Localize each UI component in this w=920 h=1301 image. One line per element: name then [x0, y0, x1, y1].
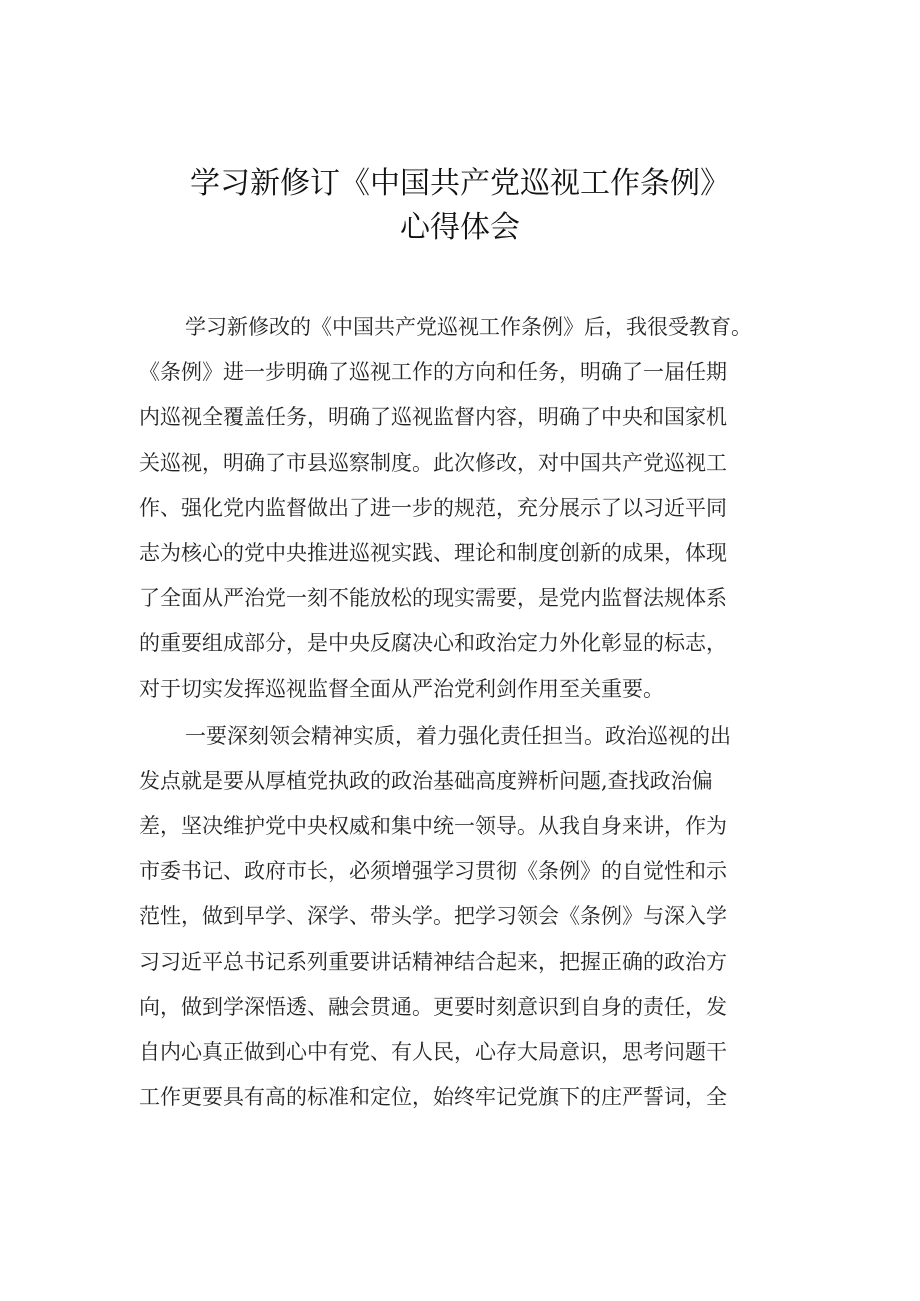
document-body	[139, 305, 789, 1120]
paragraph-line: 作、强化党内监督做出了进一步的规范，充分展示了以习近平同	[139, 495, 727, 520]
paragraph-line: 学习新修改的《中国共产党巡视工作条例》后，我很受教育。	[185, 315, 752, 339]
paragraph-line: 差，坚决维护党中央权威和集中统一领导。从我自身来讲，作为	[139, 814, 727, 839]
paragraph-line: 习习近平总书记系列重要讲话精神结合起来，把握正确的政治方	[139, 949, 727, 974]
paragraph-line: 志为核心的党中央推进巡视实践、理论和制度创新的成果，体现	[139, 540, 727, 565]
paragraph-line: 自内心真正做到心中有党、有人民，心存大局意识，思考问题干	[139, 1040, 727, 1064]
paragraph-line: 范性，做到早学、深学、带头学。把学习领会《条例》与深入学	[139, 904, 727, 929]
paragraph-line: 了全面从严治党一刻不能放松的现实需要，是党内监督法规体系	[139, 586, 727, 611]
paragraph-line: 向，做到学深悟透、融会贯通。更要时刻意识到自身的责任，发	[139, 994, 727, 1019]
title-line-1: 学习新修订《中国共产党巡视工作条例》	[190, 166, 730, 201]
title-line-2: 心得体会	[400, 210, 520, 245]
paragraph-line: 对于切实发挥巡视监督全面从严治党利剑作用至关重要。	[139, 676, 664, 701]
paragraph-2	[139, 714, 789, 1121]
paragraph-line: 内巡视全覆盖任务，明确了巡视监督内容，明确了中央和国家机	[139, 405, 727, 430]
paragraph-line: 关巡视，明确了市县巡察制度。此次修改，对中国共产党巡视工	[139, 450, 727, 475]
paragraph-line: 发点就是要从厚植党执政的政治基础高度辨析问题,查找政治偏	[139, 768, 713, 793]
paragraph-line: 《条例》进一步明确了巡视工作的方向和任务，明确了一届任期	[139, 360, 727, 385]
paragraph-line: 工作更要具有高的标准和定位，始终牢记党旗下的庄严誓词，全	[139, 1085, 727, 1110]
paragraph-1	[139, 305, 789, 712]
document-title	[0, 162, 920, 250]
paragraph-line: 一要深刻领会精神实质，着力强化责任担当。政治巡视的出	[185, 723, 731, 748]
paragraph-line: 市委书记、政府市长，必须增强学习贯彻《条例》的自觉性和示	[139, 859, 727, 884]
paragraph-line: 的重要组成部分，是中央反腐决心和政治定力外化彰显的标志，	[139, 631, 727, 656]
